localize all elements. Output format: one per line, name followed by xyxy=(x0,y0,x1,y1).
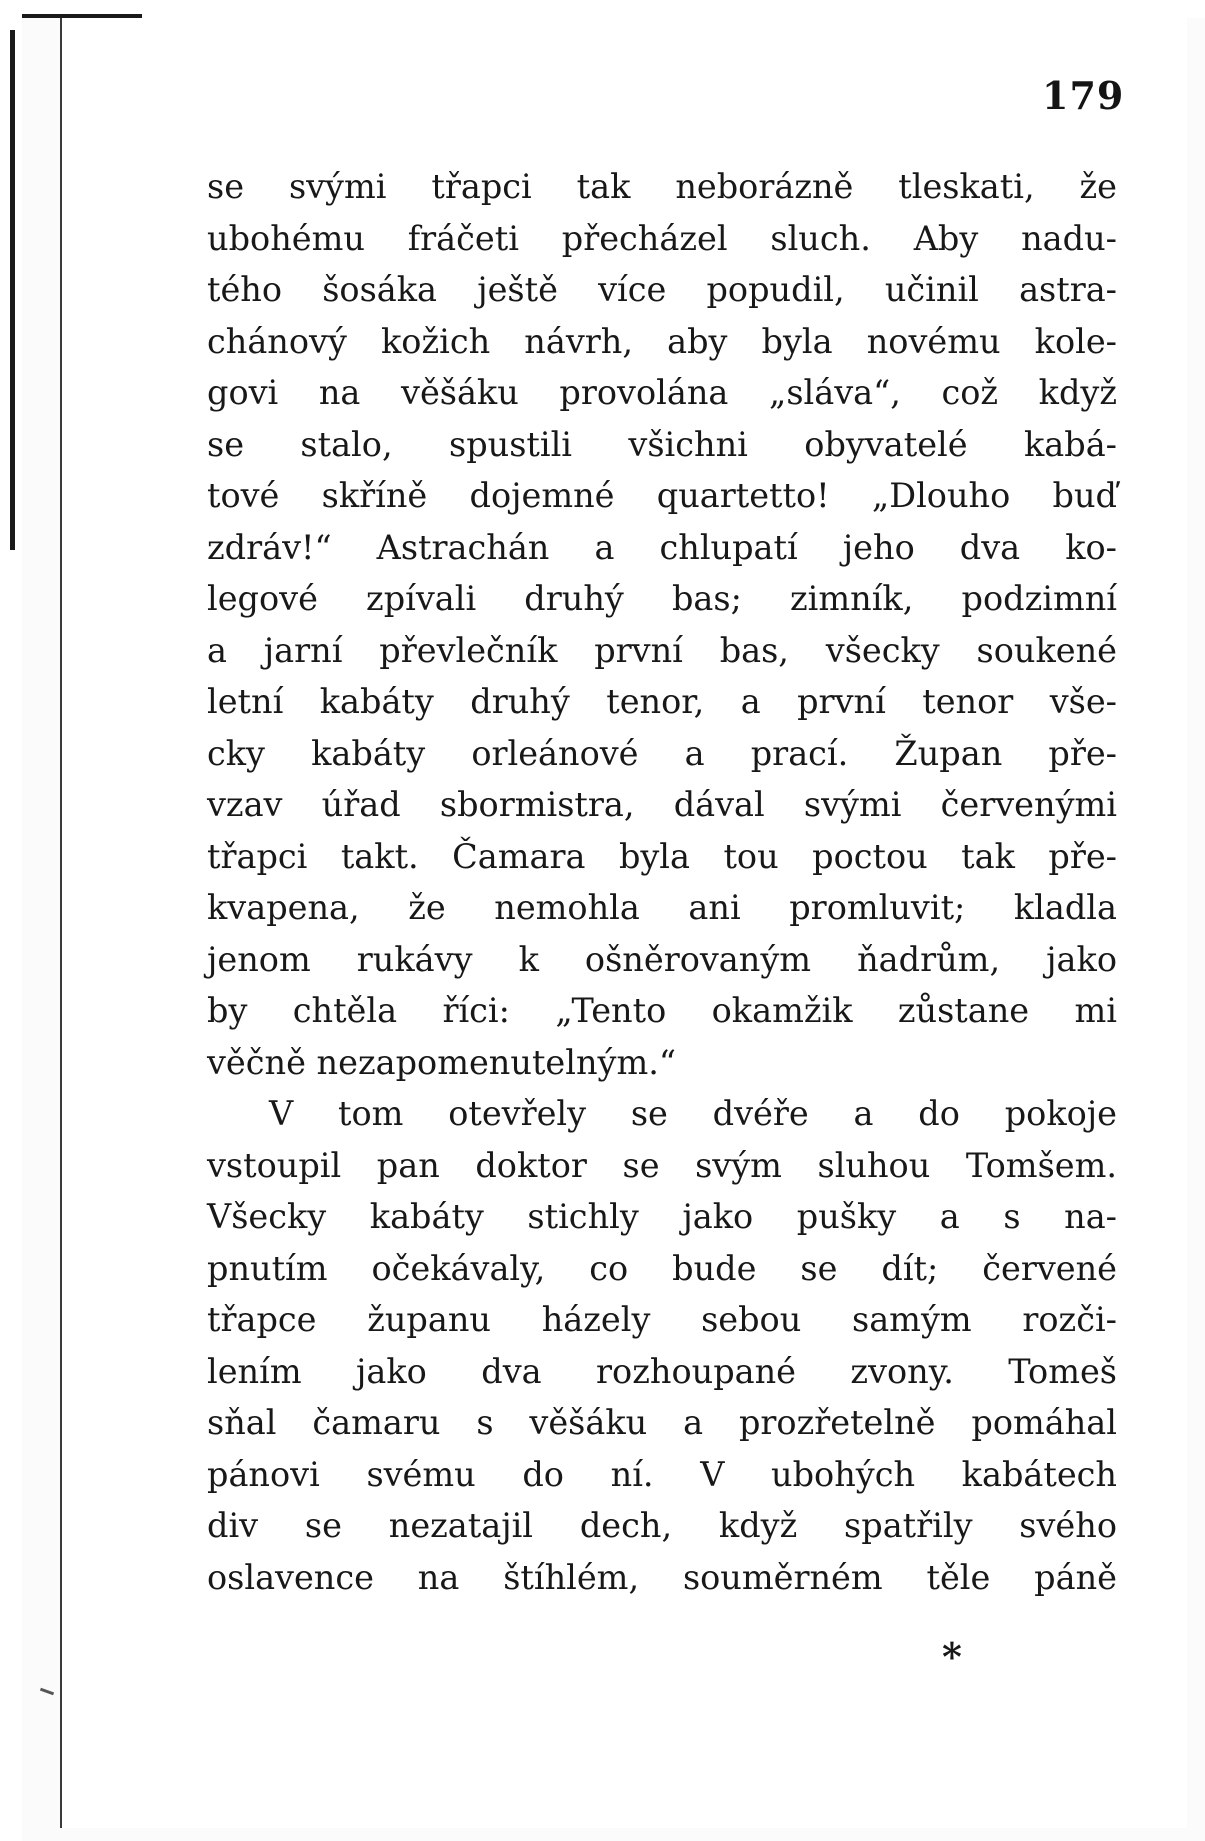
text-line: věčně nezapomenutelným.“ xyxy=(207,1042,676,1082)
text-line: vstoupil pan doktor se svým sluhou Tomšem. xyxy=(207,1145,1117,1185)
body-text xyxy=(207,161,1117,1603)
text-line: třapce županu házely sebou samým rozči- xyxy=(207,1300,1117,1339)
page-number: 179 xyxy=(1042,73,1125,118)
signature-mark: * xyxy=(942,1634,962,1679)
text-line: letní kabáty druhý tenor, a první tenor vše- xyxy=(207,682,1117,721)
text-line: div se nezatajil dech, když spatřily svého xyxy=(207,1506,1117,1545)
text-line: pánovi svému do ní. V ubohých kabátech xyxy=(207,1454,1117,1494)
text-line: sňal čamaru s věšáku a prozřetelně pomáhal xyxy=(207,1403,1117,1442)
text-line: V tom otevřely se dvéře a do pokoje xyxy=(269,1094,1117,1133)
text-line: chánový kožich návrh, aby byla novému kole- xyxy=(207,321,1117,361)
text-line: kvapena, že nemohla ani promluvit; kladla xyxy=(207,888,1117,927)
text-line: tové skříně dojemné quartetto! „Dlouho buď xyxy=(207,476,1117,515)
text-line: legové zpívali druhý bas; zimník, podzimní xyxy=(207,579,1117,618)
scan-left-edge xyxy=(0,0,22,1841)
text-line: pnutím očekávaly, co bude se dít; červené xyxy=(207,1248,1117,1288)
text-line: oslavence na štíhlém, souměrném těle páně xyxy=(207,1557,1117,1597)
text-line: a jarní převlečník první bas, všecky soukené xyxy=(207,630,1117,670)
text-line: Všecky kabáty stichly jako pušky a s na- xyxy=(207,1197,1117,1236)
text-line: tého šosáka ještě více popudil, učinil astra- xyxy=(207,270,1117,309)
text-line: govi na věšáku provolána „sláva“, což když xyxy=(207,373,1117,412)
scan-top-edge xyxy=(22,0,1205,18)
text-line: se stalo, spustili všichni obyvatelé kabá- xyxy=(207,424,1117,464)
text-line: se svými třapci tak neborázně tleskati, že xyxy=(207,167,1117,206)
text-line: lením jako dva rozhoupané zvony. Tomeš xyxy=(207,1351,1117,1391)
text-line: zdráv!“ Astrachán a chlupatí jeho dva ko- xyxy=(207,527,1117,567)
book-page xyxy=(60,18,1187,1828)
text-line: jenom rukávy k ošněrovaným ňadrům, jako xyxy=(207,939,1117,979)
text-line: cky kabáty orleánové a prací. Župan pře- xyxy=(207,733,1117,773)
text-line: ubohému fráčeti přecházel sluch. Aby nadu- xyxy=(207,218,1117,258)
text-line: by chtěla říci: „Tento okamžik zůstane mi xyxy=(207,991,1117,1030)
text-line: třapci takt. Čamara byla tou poctou tak pře- xyxy=(207,836,1117,876)
text-line: vzav úřad sbormistra, dával svými červenými xyxy=(207,785,1117,824)
scan-speck xyxy=(40,1688,54,1696)
